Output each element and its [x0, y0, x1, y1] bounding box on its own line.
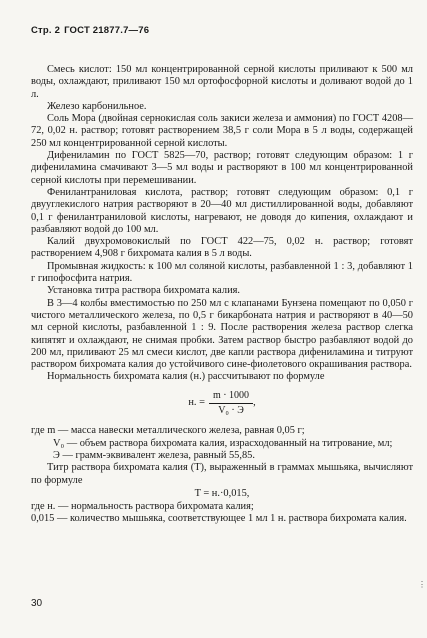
definition-v0: [31, 438, 413, 450]
page-number: 30: [31, 598, 43, 609]
formula-tail: ,: [253, 397, 256, 409]
definition-term: где н. —: [31, 501, 71, 513]
normality-formula: [31, 390, 413, 418]
formula-fraction: [209, 390, 253, 418]
paragraph-titer-intro: Титр раствора бихромата калия (T), выраженный в граммах мышьяка, вычисляют по формуле: [31, 462, 413, 486]
definition-desc: объем раствора бихромата калия, израсходованный на титрование, мл;: [79, 437, 393, 449]
definition-desc: количество мышьяка, соответствующее 1 мл 1 н. раствора бихромата калия.: [69, 513, 407, 525]
formula-denominator: V₀ · Э: [218, 405, 244, 417]
definition-arsenic-factor: [31, 513, 413, 525]
definition-desc: нормальность раствора бихромата калия;: [70, 501, 254, 513]
document-body: [31, 64, 413, 526]
paragraph-phenylanthranilic-acid: Фенилантраниловая кислота, раствор; готовят следующим образом: 0,1 г двууглекислого натрия растворяют в 20—40 мл дистиллированной воды, добавляют 0,1 г фенилантраниловой кислоты, нагревают, не доводя до кипения, охлаждают и разбавляют водой до 100 мл.: [31, 186, 413, 235]
paragraph-wash-liquid: Промывная жидкость: к 100 мл соляной кислоты, разбавленной 1 : 3, добавляют 1 г гипофосфита натрия.: [31, 260, 413, 285]
definition-normality: [31, 501, 413, 513]
definition-desc: грамм-эквивалент железа, равный 55,85.: [75, 449, 255, 461]
definition-term: 0,015 —: [31, 513, 70, 525]
paragraph-acid-mixture: Смесь кислот: 150 мл концентрированной серной кислоты приливают к 500 мл воды, охлаждают, приливают 150 мл ортофосфорной кислоты и доливают водой до 1 л.: [31, 64, 413, 100]
paragraph-mohr-salt: Соль Мора (двойная сернокислая соль закиси железа и аммония) по ГОСТ 4208—72, 0,02 н. раствор; готовят растворением 38,5 г соли Мора в 5 л воды, содержащей 250 мл концентрированной серной кислоты.: [31, 113, 413, 149]
definition-term: Э —: [53, 449, 76, 461]
definition-e: [31, 450, 413, 462]
margin-mark: ⋮: [418, 580, 426, 589]
paragraph-potassium-dichromate: Калий двухромовокислый по ГОСТ 422—75, 0,02 н. раствор; готовят растворением 4,908 г бихромата калия в 5 л воды.: [31, 236, 413, 260]
paragraph-carbonyl-iron: Железо карбонильное.: [47, 100, 147, 112]
definition-term: V₀ —: [53, 437, 80, 449]
formula-lhs: н. =: [188, 397, 205, 409]
section-heading-titer: Установка титра раствора бихромата калия.: [47, 285, 241, 297]
paragraph-procedure: В 3—4 колбы вместимостью по 250 мл с клапанами Бунзена помещают по 0,050 г чистого металлического железа, по 0,5 г бикарбоната натрия и растворяют в 40—50 мл серной кислоты, разбавленной 1 : 9. После растворения железа раствор слегка кипятят и охлаждают, не снимая пробки. Затем раствор быстро разбавляют водой до 200 мл, приливают 25 мл смеси кислот, две капли раствора дифениламина и титруют раствором бихромата калия до устойчивого сине-фиолетового окрашивания раствора.: [31, 297, 413, 371]
page-label: Стр. 2: [31, 25, 61, 36]
definition-desc: масса навески металлического железа, равная 0,05 г;: [70, 425, 305, 437]
page-header: [31, 25, 149, 36]
standard-label: ГОСТ 21877.7—76: [64, 25, 150, 36]
titer-formula: T = н.·0,015,: [194, 487, 250, 499]
definition-term: где m —: [31, 425, 71, 437]
formula-numerator: m · 1000: [212, 389, 250, 401]
definition-m: [31, 425, 413, 437]
paragraph-diphenylamine: Дифениламин по ГОСТ 5825—70, раствор; готовят следующим образом: 1 г дифениламина смачивают 3—5 мл воды и растворяют в 100 мл концентрированной серной кислоты при перемешивании.: [31, 150, 413, 186]
paragraph-normality-intro: Нормальность бихромата калия (н.) рассчитывают по формуле: [47, 371, 325, 383]
